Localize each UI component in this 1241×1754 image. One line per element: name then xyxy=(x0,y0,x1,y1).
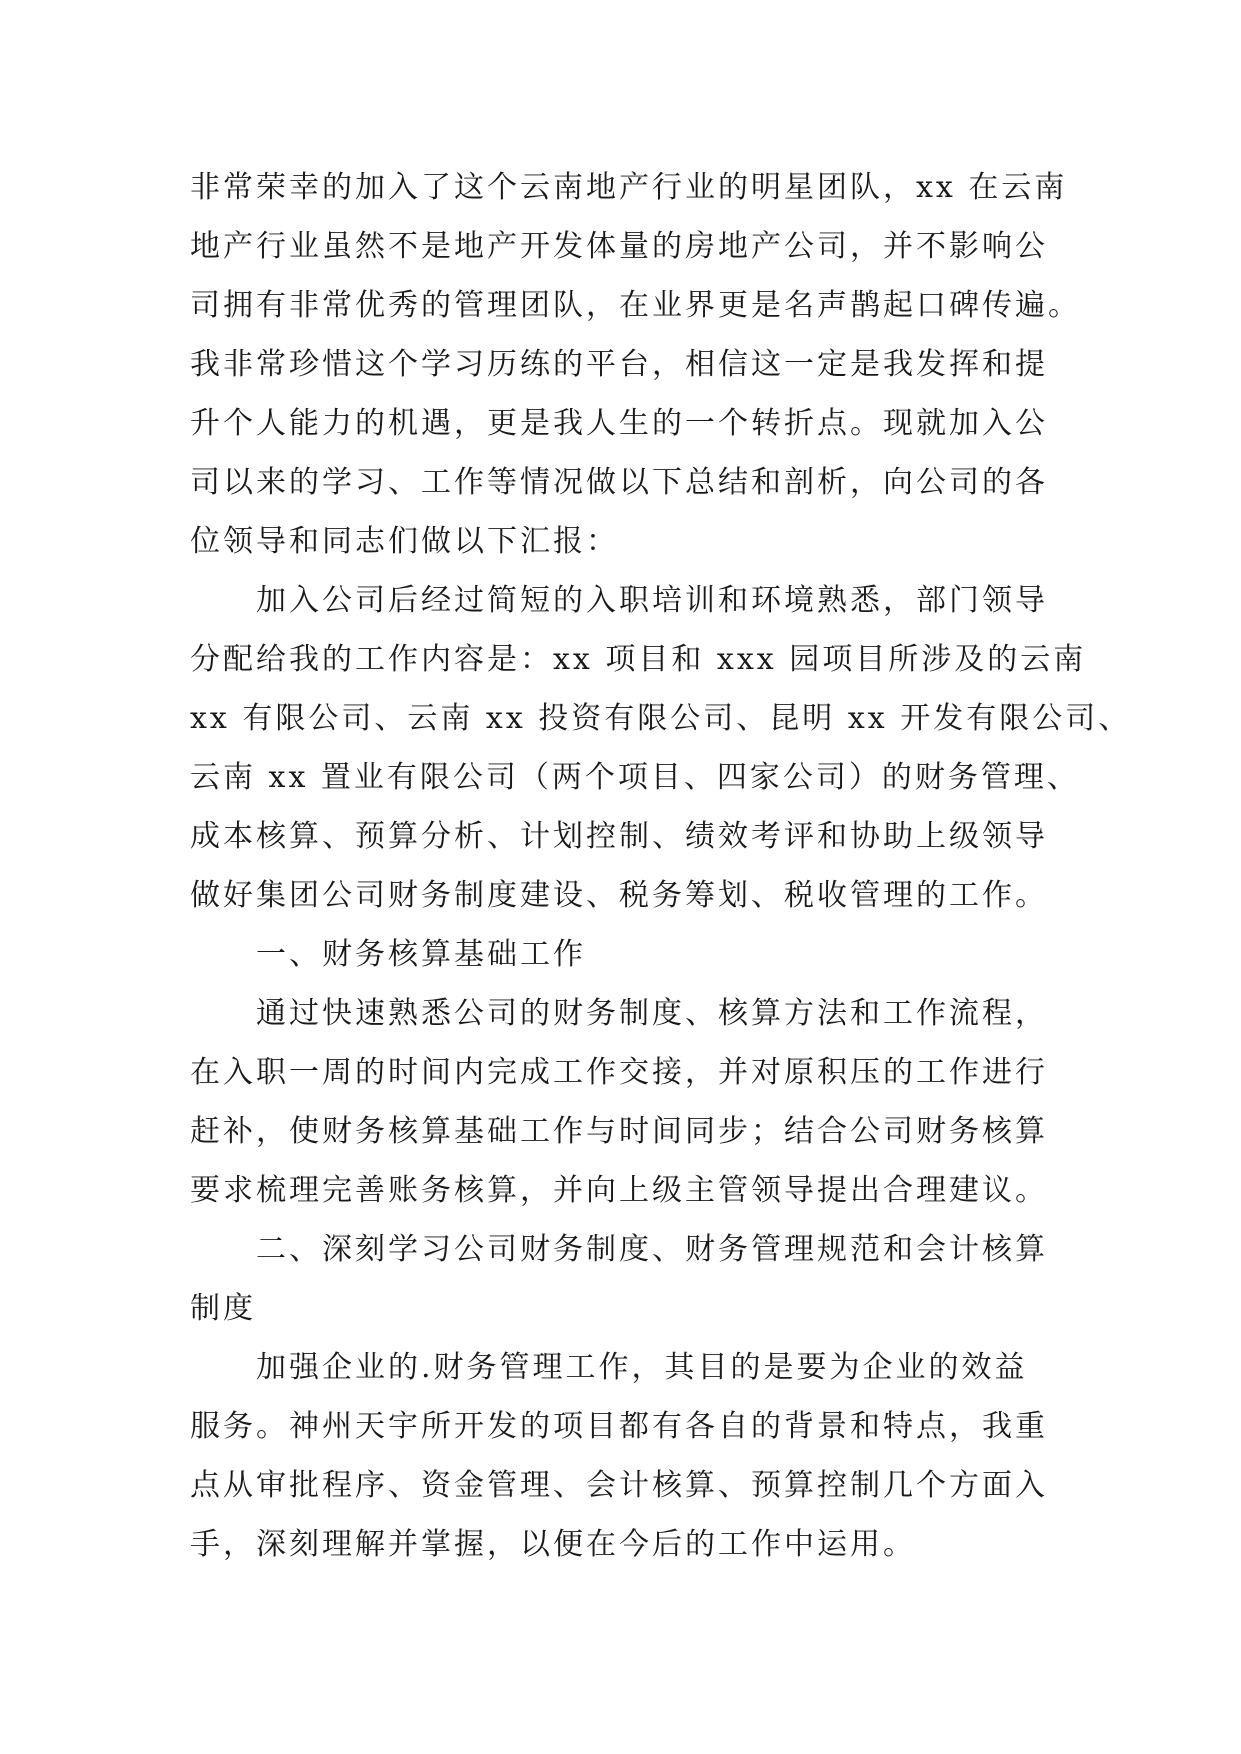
document-body xyxy=(190,158,1132,1574)
section-heading: 制度 xyxy=(190,1291,256,1326)
text-line: 位领导和同志们做以下汇报： xyxy=(190,524,619,559)
text-line: 加入公司后经过简短的入职培训和环境熟悉，部门领导 xyxy=(190,583,1048,618)
text-line: 分配给我的工作内容是：xx 项目和 xxx 园项目所涉及的云南 xyxy=(190,642,1087,677)
text-line: 点从审批程序、资金管理、会计核算、预算控制几个方面入 xyxy=(190,1468,1048,1503)
section-heading: 二、深刻学习公司财务制度、财务管理规范和会计核算 xyxy=(190,1232,1048,1267)
text-line: xx 有限公司、云南 xx 投资有限公司、昆明 xx 开发有限公司、 xyxy=(190,701,1132,736)
text-line: 升个人能力的机遇，更是我人生的一个转折点。现就加入公 xyxy=(190,406,1048,441)
text-line: 加强企业的.财务管理工作，其目的是要为企业的效益 xyxy=(190,1350,1028,1385)
text-line: 赶补，使财务核算基础工作与时间同步；结合公司财务核算 xyxy=(190,1114,1048,1149)
text-line: 司以来的学习、工作等情况做以下总结和剖析，向公司的各 xyxy=(190,465,1048,500)
text-line: 要求梳理完善账务核算，并向上级主管领导提出合理建议。 xyxy=(190,1173,1048,1208)
text-line: 通过快速熟悉公司的财务制度、核算方法和工作流程， xyxy=(190,996,1048,1031)
section-heading: 一、财务核算基础工作 xyxy=(190,937,586,972)
text-line: 成本核算、预算分析、计划控制、绩效考评和协助上级领导 xyxy=(190,819,1048,854)
text-line: 非常荣幸的加入了这个云南地产行业的明星团队，xx 在云南 xyxy=(190,170,1068,205)
text-line: 我非常珍惜这个学习历练的平台，相信这一定是我发挥和提 xyxy=(190,347,1048,382)
text-line: 手，深刻理解并掌握，以便在今后的工作中运用。 xyxy=(190,1527,916,1562)
text-line: 做好集团公司财务制度建设、税务筹划、税收管理的工作。 xyxy=(190,878,1048,913)
text-line: 地产行业虽然不是地产开发体量的房地产公司，并不影响公 xyxy=(190,229,1048,264)
text-line: 司拥有非常优秀的管理团队，在业界更是名声鹊起口碑传遍。 xyxy=(190,288,1081,323)
text-line: 服务。神州天宇所开发的项目都有各自的背景和特点，我重 xyxy=(190,1409,1048,1444)
text-line: 在入职一周的时间内完成工作交接，并对原积压的工作进行 xyxy=(190,1055,1048,1090)
text-line: 云南 xx 置业有限公司（两个项目、四家公司）的财务管理、 xyxy=(190,760,1080,795)
